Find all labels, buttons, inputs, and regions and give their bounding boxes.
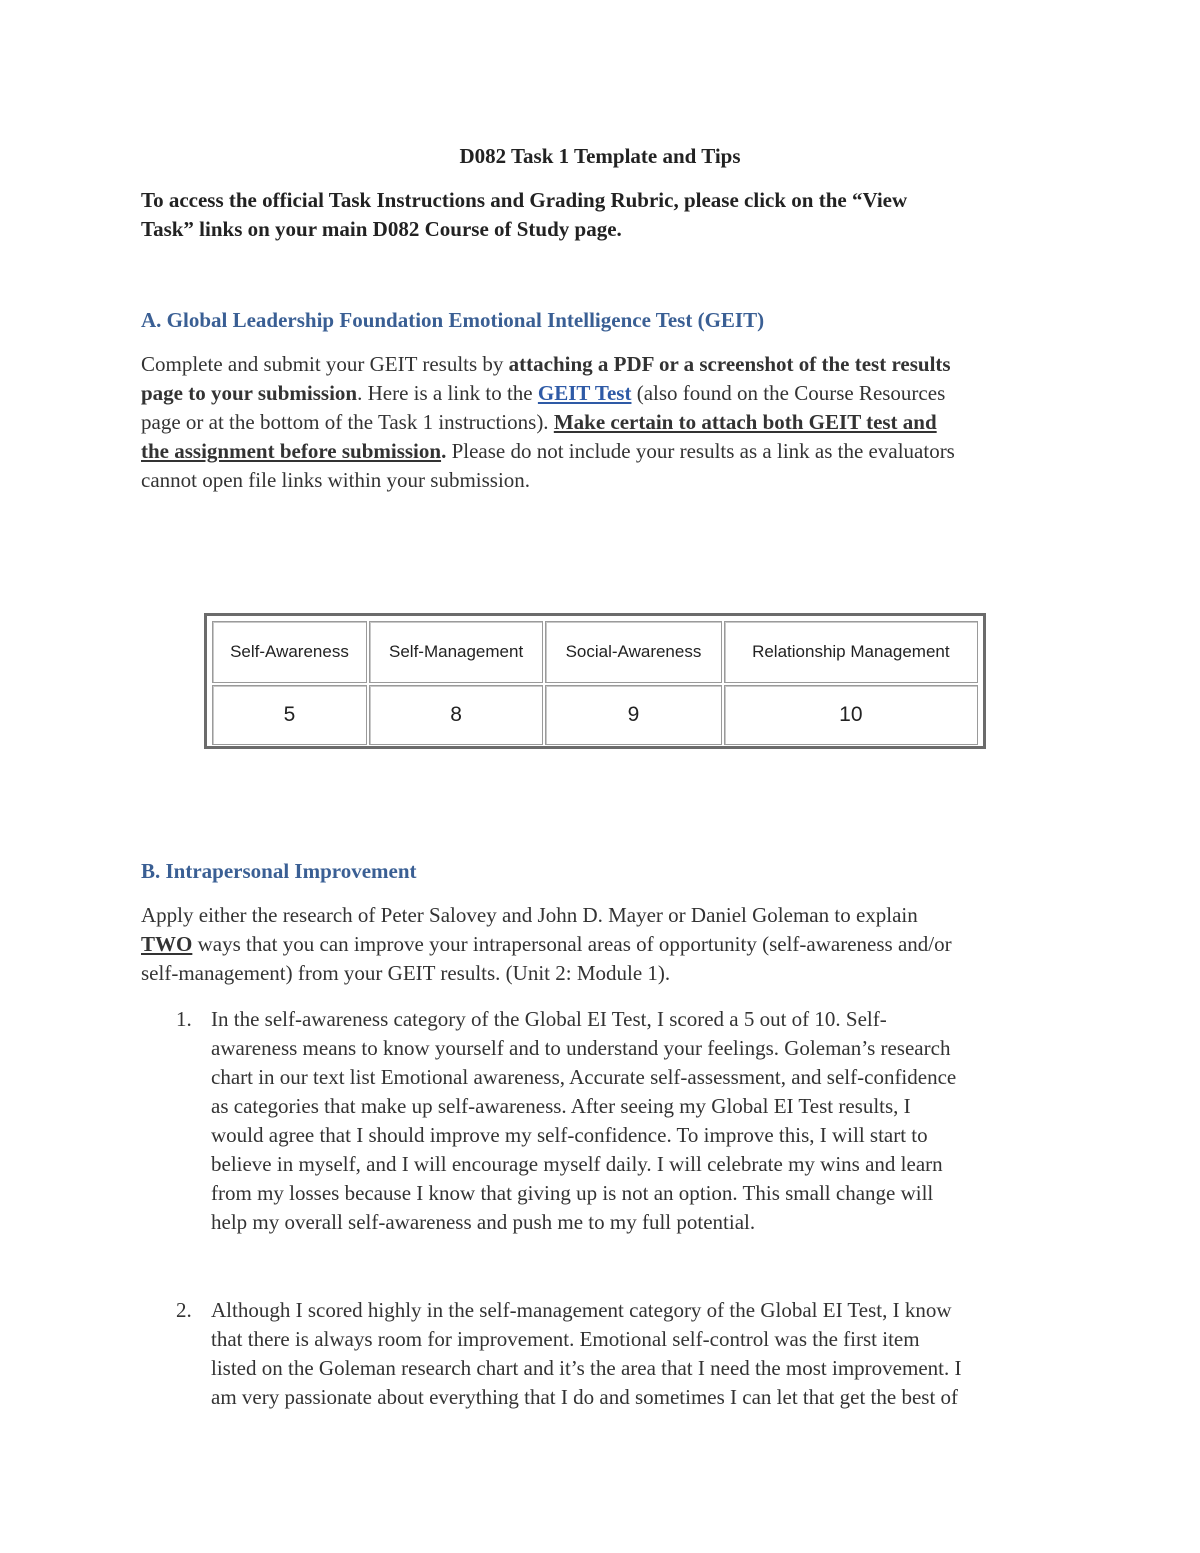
- list-item-number: 2.: [176, 1298, 192, 1322]
- score-value-cell: 8: [369, 685, 543, 745]
- section-b-line-1: Apply either the research of Peter Salovey and John D. Mayer or Daniel Goleman to explain: [141, 903, 918, 927]
- list-item-line: believe in myself, and I will encourage myself daily. I will celebrate my wins and learn: [211, 1152, 943, 1176]
- score-value-cell: 10: [724, 685, 978, 745]
- text-run-bold-underline: TWO: [141, 932, 193, 956]
- text-run: ways that you can improve your intrapersonal areas of opportunity (self-awareness and/or: [192, 932, 952, 956]
- score-value-cell: 5: [212, 685, 367, 745]
- section-a-line-5: cannot open file links within your submission.: [141, 468, 531, 492]
- list-item-line: In the self-awareness category of the Global EI Test, I scored a 5 out of 10. Self-: [211, 1007, 887, 1031]
- list-item-line: am very passionate about everything that I do and sometimes I can let that get the best of: [211, 1385, 959, 1409]
- intro-line-2: Task” links on your main D082 Course of Study page.: [141, 217, 622, 241]
- section-b-line-2: [141, 930, 952, 959]
- document-title: D082 Task 1 Template and Tips: [459, 144, 741, 168]
- score-value-cell: 9: [545, 685, 721, 745]
- text-run-bold: .: [441, 439, 447, 463]
- text-run: (also found on the Course Resources: [631, 381, 946, 405]
- text-run: page or at the bottom of the Task 1 instructions).: [141, 410, 554, 434]
- list-item-line: that there is always room for improvement. Emotional self-control was the first item: [211, 1327, 920, 1351]
- geit-test-link[interactable]: GEIT Test: [537, 381, 632, 405]
- text-run-bold: attaching a PDF or a screenshot of the test results: [508, 352, 951, 376]
- list-item-line: listed on the Goleman research chart and it’s the area that I need the most improvement. I: [211, 1356, 962, 1380]
- text-run: Complete and submit your GEIT results by: [141, 352, 509, 376]
- list-item-line: from my losses because I know that giving up is not an option. This small change will: [211, 1181, 934, 1205]
- score-header-cell: Self-Awareness: [212, 621, 367, 683]
- list-item-line: Although I scored highly in the self-management category of the Global EI Test, I know: [211, 1298, 952, 1322]
- section-a-line-4: [141, 437, 955, 466]
- section-a-line-3: [141, 408, 937, 437]
- score-header-row: [212, 621, 978, 683]
- list-item-number: 1.: [176, 1007, 192, 1031]
- text-run: Please do not include your results as a link as the evaluators: [446, 439, 955, 463]
- score-value-row: [212, 685, 978, 745]
- list-item-line: would agree that I should improve my self-confidence. To improve this, I will start to: [211, 1123, 928, 1147]
- geit-score-table: [204, 613, 986, 749]
- text-run-bold-underline: the assignment before submission: [141, 439, 442, 463]
- score-table: [210, 619, 980, 747]
- intro-line-1: To access the official Task Instructions and Grading Rubric, please click on the “View: [141, 188, 908, 212]
- section-a-heading: A. Global Leadership Foundation Emotional Intelligence Test (GEIT): [141, 308, 765, 332]
- section-b-line-3: self-management) from your GEIT results. (Unit 2: Module 1).: [141, 961, 671, 985]
- text-run-bold-underline: Make certain to attach both GEIT test and: [553, 410, 937, 434]
- list-item-line: help my overall self-awareness and push me to my full potential.: [211, 1210, 756, 1234]
- text-run-bold: page to your submission: [141, 381, 358, 405]
- score-header-cell: Self-Management: [369, 621, 543, 683]
- list-item-line: chart in our text list Emotional awareness, Accurate self-assessment, and self-confidence: [211, 1065, 957, 1089]
- score-header-cell: Social-Awareness: [545, 621, 721, 683]
- score-header-cell: Relationship Management: [724, 621, 978, 683]
- list-item-line: awareness means to know yourself and to understand your feelings. Goleman’s research: [211, 1036, 951, 1060]
- list-item-line: as categories that make up self-awareness. After seeing my Global EI Test results, I: [211, 1094, 911, 1118]
- section-a-line-2: [141, 379, 945, 408]
- section-a-line-1: [141, 350, 951, 379]
- text-run: . Here is a link to the: [357, 381, 538, 405]
- section-b-heading: B. Intrapersonal Improvement: [141, 859, 417, 883]
